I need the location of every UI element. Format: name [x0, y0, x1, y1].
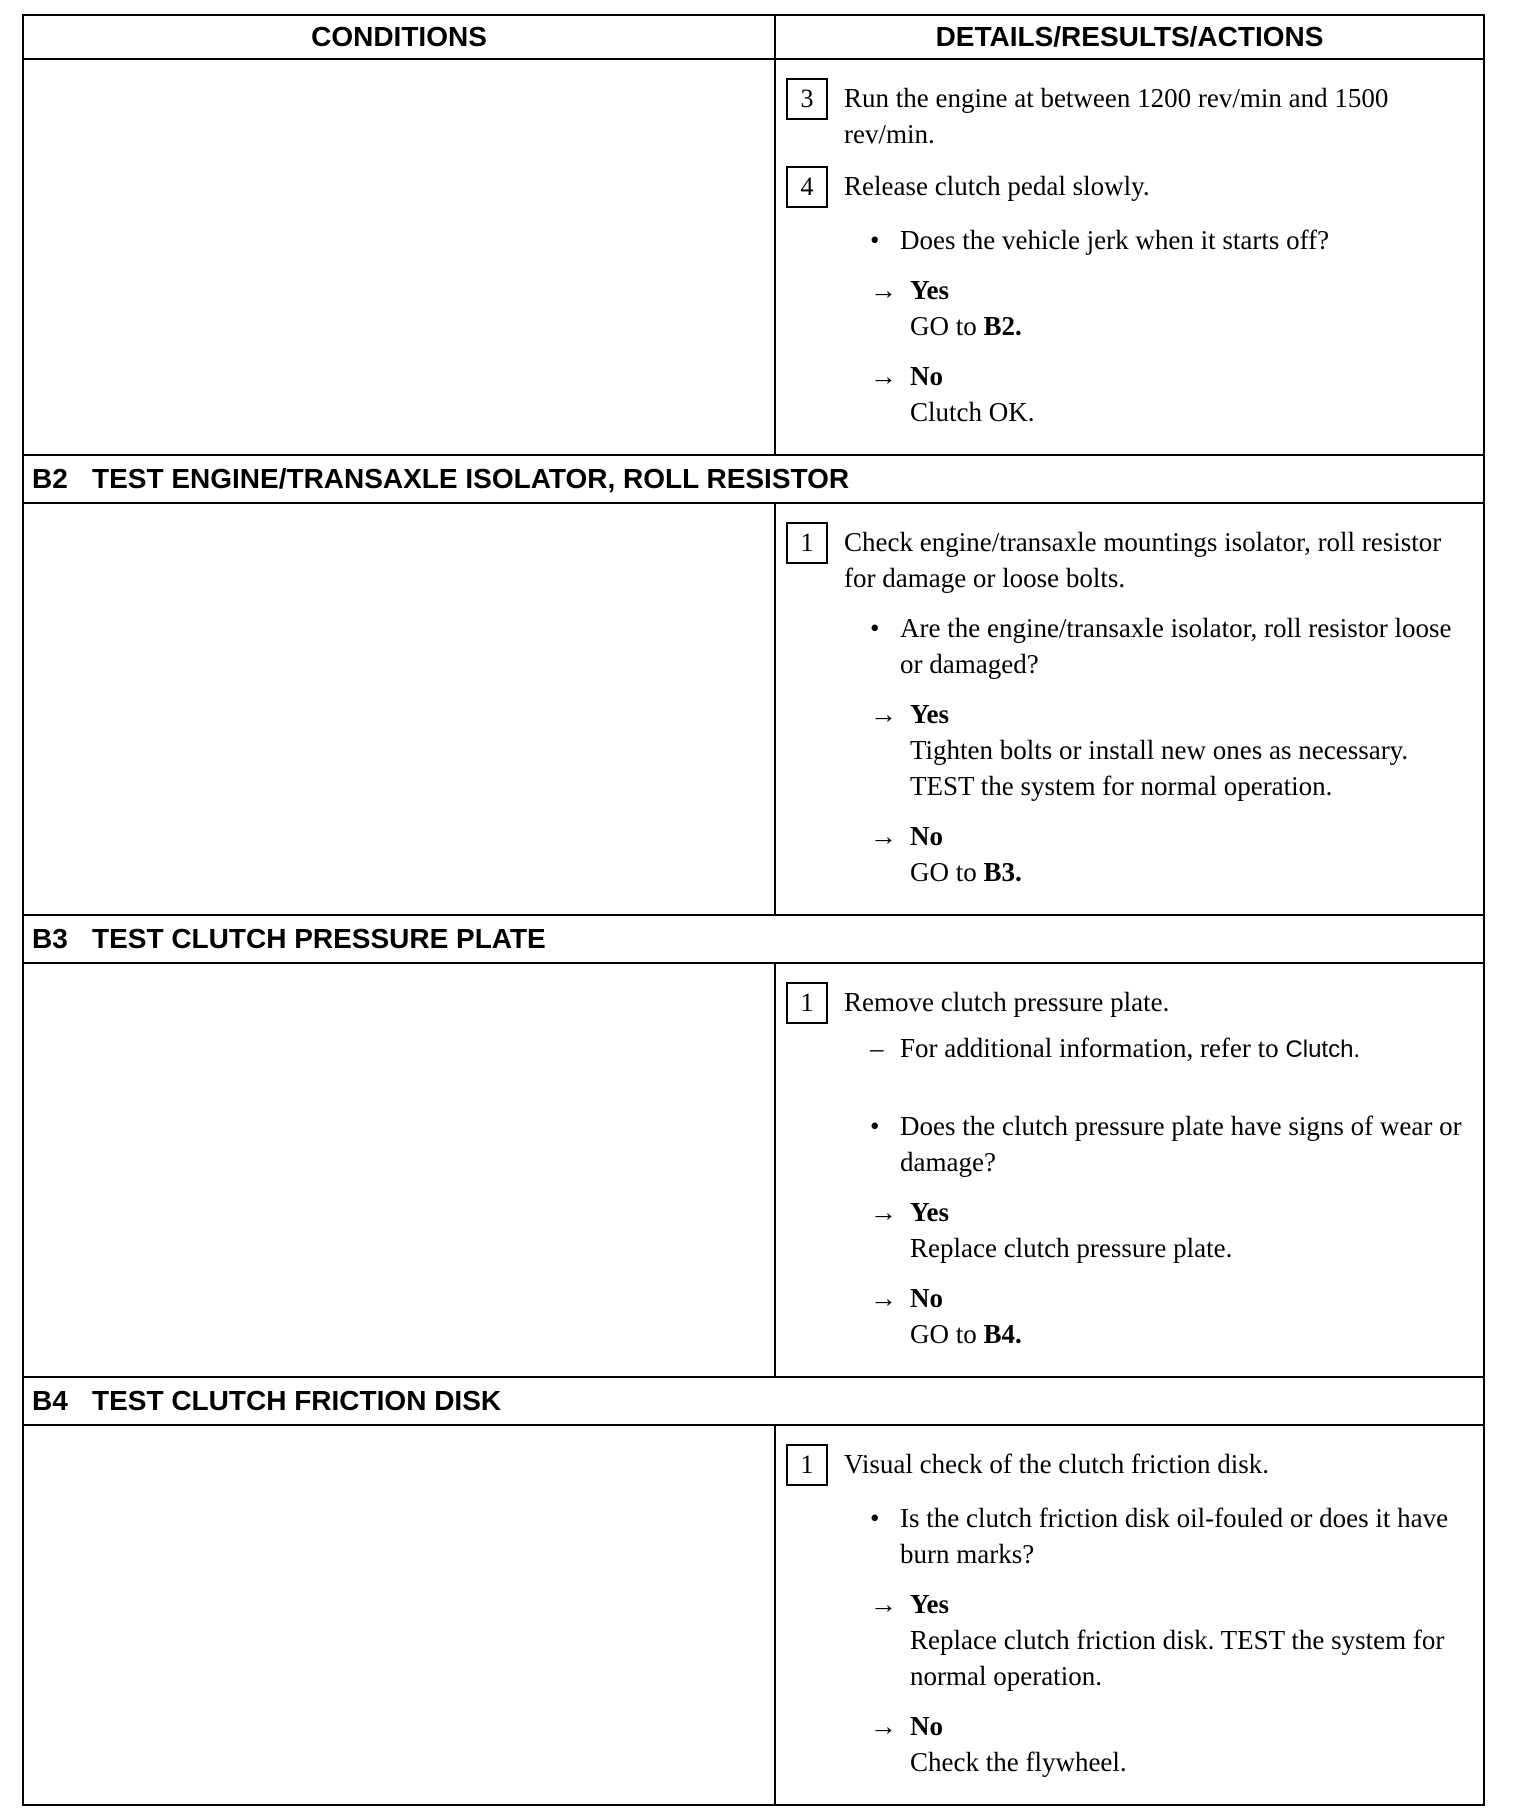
result-yes — [870, 696, 1463, 804]
question — [870, 1108, 1463, 1180]
action-text: Replace clutch friction disk. TEST the system for normal operation. — [910, 1625, 1445, 1691]
arrow-icon: → — [870, 1589, 897, 1619]
arrow-icon: → — [870, 275, 897, 305]
step — [786, 1444, 1463, 1486]
section-code: B3 — [32, 923, 68, 954]
answer-label: No — [910, 821, 943, 851]
action-text: Replace clutch pressure plate. — [910, 1233, 1233, 1263]
question — [870, 610, 1463, 682]
details-cell — [775, 59, 1484, 455]
conditions-cell — [23, 1425, 775, 1805]
section-title-cell — [23, 1377, 1484, 1425]
action-text: Check the flywheel. — [910, 1747, 1127, 1777]
step-number: 1 — [786, 522, 828, 564]
step-number: 4 — [786, 166, 828, 208]
question-text: Does the clutch pressure plate have signs of wear or damage? — [900, 1111, 1462, 1177]
result-no — [870, 358, 1463, 430]
result-no — [870, 1708, 1463, 1780]
section-title: TEST ENGINE/TRANSAXLE ISOLATOR, ROLL RESISTOR — [92, 463, 850, 494]
conditions-cell — [23, 503, 775, 915]
section-title: TEST CLUTCH FRICTION DISK — [92, 1385, 502, 1416]
step-number: 3 — [786, 78, 828, 120]
header-row — [23, 15, 1484, 59]
answer-label: No — [910, 361, 943, 391]
info-text: For additional information, refer to — [900, 1033, 1286, 1063]
bullet-icon: • — [870, 1503, 880, 1533]
conditions-cell — [23, 963, 775, 1377]
answer-label: Yes — [910, 275, 949, 305]
question — [870, 222, 1463, 258]
step-number: 1 — [786, 982, 828, 1024]
section-code: B4 — [32, 1385, 68, 1416]
b1-continued-row — [23, 59, 1484, 455]
action-text: GO to — [910, 857, 984, 887]
answer-label: No — [910, 1283, 943, 1313]
answer-label: Yes — [910, 1197, 949, 1227]
step — [786, 166, 1463, 208]
question-text: Are the engine/transaxle isolator, roll resistor loose or damaged? — [900, 613, 1452, 679]
step-text: Visual check of the clutch friction disk. — [844, 1449, 1269, 1479]
action-text: GO to — [910, 1319, 984, 1349]
conditions-cell — [23, 59, 775, 455]
details-cell — [775, 1425, 1484, 1805]
step — [786, 522, 1463, 596]
bullet-icon: • — [870, 1111, 880, 1141]
answer-label: No — [910, 1711, 943, 1741]
section-title: TEST CLUTCH PRESSURE PLATE — [92, 923, 546, 954]
b4-row — [23, 1425, 1484, 1805]
details-cell — [775, 503, 1484, 915]
section-header-b3 — [23, 915, 1484, 963]
section-title-cell — [23, 915, 1484, 963]
section-code: B2 — [32, 463, 68, 494]
action-text: Tighten bolts or install new ones as necessary. TEST the system for normal operation. — [910, 735, 1409, 801]
result-no — [870, 1280, 1463, 1352]
b3-row — [23, 963, 1484, 1377]
details-cell — [775, 963, 1484, 1377]
diagnostic-table — [22, 14, 1485, 1806]
step-number: 1 — [786, 1444, 828, 1486]
answer-label: Yes — [910, 1589, 949, 1619]
answer-label: Yes — [910, 699, 949, 729]
dash-icon: – — [870, 1033, 884, 1063]
arrow-icon: → — [870, 1711, 897, 1741]
conditions-header: CONDITIONS — [23, 15, 775, 59]
diagnostic-table-page — [22, 14, 1483, 1806]
arrow-icon: → — [870, 1197, 897, 1227]
step-text: Run the engine at between 1200 rev/min and 1500 rev/min. — [844, 83, 1389, 149]
section-header-b2 — [23, 455, 1484, 503]
arrow-icon: → — [870, 1283, 897, 1313]
result-yes — [870, 272, 1463, 344]
step-reference: B3. — [983, 857, 1022, 887]
action-text: Clutch OK. — [910, 397, 1035, 427]
question-text: Is the clutch friction disk oil-fouled or does it have burn marks? — [900, 1503, 1449, 1569]
reference-link[interactable]: Clutch. — [1285, 1036, 1361, 1063]
section-header-b4 — [23, 1377, 1484, 1425]
info-note — [870, 1030, 1463, 1068]
question — [870, 1500, 1463, 1572]
section-title-cell — [23, 455, 1484, 503]
step-text: Release clutch pedal slowly. — [844, 171, 1150, 201]
b2-row — [23, 503, 1484, 915]
arrow-icon: → — [870, 821, 897, 851]
arrow-icon: → — [870, 699, 897, 729]
step — [786, 78, 1463, 152]
step-reference: B2. — [983, 311, 1022, 341]
step — [786, 982, 1463, 1024]
arrow-icon: → — [870, 361, 897, 391]
result-yes — [870, 1586, 1463, 1694]
result-yes — [870, 1194, 1463, 1266]
question-text: Does the vehicle jerk when it starts off? — [900, 225, 1330, 255]
action-text: GO to — [910, 311, 984, 341]
result-no — [870, 818, 1463, 890]
bullet-icon: • — [870, 613, 880, 643]
details-header: DETAILS/RESULTS/ACTIONS — [775, 15, 1484, 59]
step-text: Check engine/transaxle mountings isolator, roll resistor for damage or loose bolts. — [844, 527, 1442, 593]
step-text: Remove clutch pressure plate. — [844, 987, 1170, 1017]
bullet-icon: • — [870, 225, 880, 255]
step-reference: B4. — [983, 1319, 1022, 1349]
